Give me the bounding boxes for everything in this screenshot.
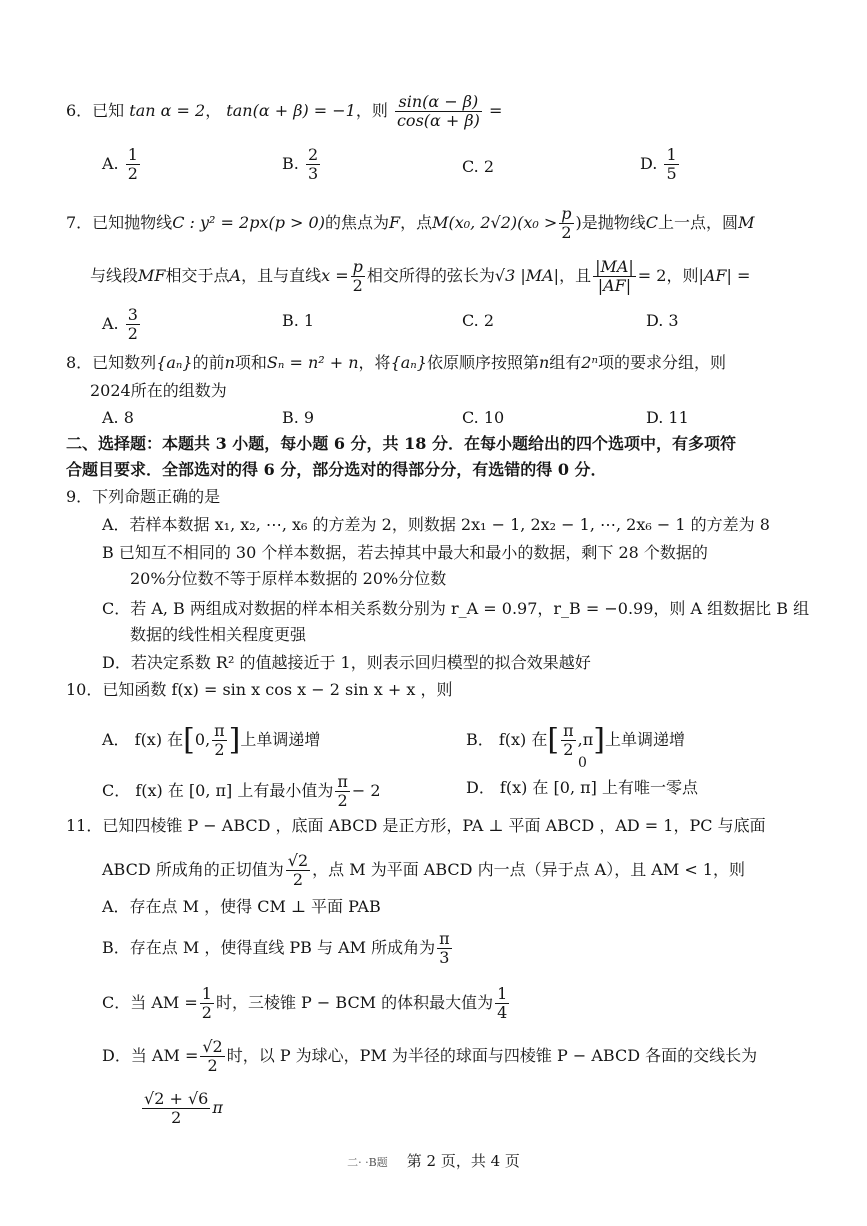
q9-option-b-line1: B 已知互不相同的 30 个样本数据，若去掉其中最大和最小的数据，剩下 28 个数据的 [102, 543, 708, 562]
q6-label: 6．已知 [66, 101, 125, 120]
q6-cond1: tan α = 2 [129, 101, 206, 120]
q7-line2: 与线段MF相交于点A，且与直线x = $\frac{p}{2}$ 相交所得的弦长为√3 |MA|，且 $\frac{|MA|}{|AF|}$ = 2，则|AF| = [90, 257, 751, 295]
q6-expression: $\frac{\sin(\alpha - \beta)}{\cos(\alpha + \beta)}$ [396, 92, 480, 130]
q7-option-a: A. $\frac{3}{2}$ [102, 305, 138, 343]
q11-option-d-answer: $\frac{√2 + √6}{2}$ π [144, 1089, 223, 1127]
q11-option-a: A．存在点 M ，使得 CM ⊥ 平面 PAB [102, 897, 381, 916]
q10-stem: 10．已知函数 f(x) = sin x cos x − 2 sin x + x ，则 [66, 680, 453, 699]
q11-line1: 11．已知四棱锥 P − ABCD ，底面 ABCD 是正方形，PA ⊥ 平面 ABCD ，AD = 1，PC 与底面 [66, 816, 766, 835]
q6-equals: = [488, 101, 503, 120]
q6-option-a: A. $\frac{1}{2}$ [102, 145, 138, 183]
q9-option-b-line2: 20%分位数不等于原样本数据的 20%分位数 [130, 569, 447, 588]
q10-option-b: B． f(x) 在[ $\frac{\pi}{2}$ ,π]上单调递增 [466, 721, 685, 759]
page-number: 第 2 页，共 4 页 [406, 1152, 520, 1170]
q6-option-c: C. 2 [462, 157, 495, 176]
page-footer [0, 1150, 867, 1171]
q11-option-b: B．存在点 M ，使得直线 PB 与 AM 所成角为 $\frac{\pi}{3}$ [102, 929, 450, 967]
q8-option-a: A. 8 [102, 408, 134, 427]
q10-option-d: D． f(x) 在 [0, π] 上有唯一零点 [466, 778, 698, 797]
q11-option-c: C．当 AM = $\frac{1}{2}$ 时，三棱锥 P − BCM 的体积最大值为 $\frac{1}{4}$ [102, 984, 508, 1022]
q7-option-c: C. 2 [462, 311, 495, 330]
q6-stem: 6．已知 tan α = 2， tan(α + β) = −1，则 $\frac{\sin(\alpha - \beta)}{\cos(\alpha + \beta)}$ = [66, 92, 503, 130]
q8-option-b: B. 9 [282, 408, 315, 427]
q10-option-b-mark: 0 [578, 755, 587, 771]
q8-option-d: D. 11 [646, 408, 689, 427]
section2-header-line1: 二、选择题：本题共 3 小题，每小题 6 分，共 18 分．在每小题给出的四个选项中，有多项符 [66, 434, 736, 453]
q9-option-a: A．若样本数据 x₁, x₂, ⋯, x₆ 的方差为 2，则数据 2x₁ − 1, 2x₂ − 1, ⋯, 2x₆ − 1 的方差为 8 [102, 515, 770, 534]
q8-line1: 8．已知数列{aₙ}的前n项和Sₙ = n² + n，将{aₙ}依原顺序按照第n组有2ⁿ项的要求分组，则 [66, 353, 726, 372]
q9-option-c-line2: 数据的线性相关程度更强 [130, 625, 307, 644]
q6-cond2: tan(α + β) = −1 [226, 101, 356, 120]
q6-option-d: D. $\frac{1}{5}$ [640, 145, 677, 183]
q11-option-d: D．当 AM = $\frac{√2}{2}$ 时，以 P 为球心，PM 为半径的球面与四棱锥 P − ABCD 各面的交线长为 [102, 1037, 758, 1075]
q7-option-b: B. 1 [282, 311, 315, 330]
q7-line1: 7．已知抛物线C : y² = 2px(p > 0)的焦点为F，点M(x₀, 2√2)(x₀ > $\frac{p}{2}$ )是抛物线C上一点，圆M [66, 204, 755, 242]
footer-left-mark: 二· ·B题 [347, 1156, 388, 1169]
q6-then: ，则 [355, 101, 388, 120]
q10-option-a: A． f(x) 在[0, $\frac{\pi}{2}$ ]上单调递增 [102, 721, 321, 759]
q10-option-c: C． f(x) 在 [0, π] 上有最小值为 $\frac{\pi}{2}$ − 2 [102, 772, 381, 810]
q6-option-b: B. $\frac{2}{3}$ [282, 145, 319, 183]
q7-option-d: D. 3 [646, 311, 679, 330]
q9-option-d: D．若决定系数 R² 的值越接近于 1，则表示回归模型的拟合效果越好 [102, 653, 591, 672]
q8-line2: 2024所在的组数为 [90, 381, 227, 400]
q9-option-c-line1: C．若 A, B 两组成对数据的样本相关系数分别为 r_A = 0.97，r_B = −0.99，则 A 组数据比 B 组 [102, 599, 810, 618]
q8-option-c: C. 10 [462, 408, 505, 427]
q11-line2: ABCD 所成角的正切值为 $\frac{√2}{2}$ ，点 M 为平面 ABCD 内一点（异于点 A），且 AM < 1，则 [102, 851, 745, 889]
q9-stem: 9．下列命题正确的是 [66, 487, 221, 506]
section2-header-line2: 合题目要求．全部选对的得 6 分，部分选对的得部分分，有选错的得 0 分． [66, 460, 607, 479]
